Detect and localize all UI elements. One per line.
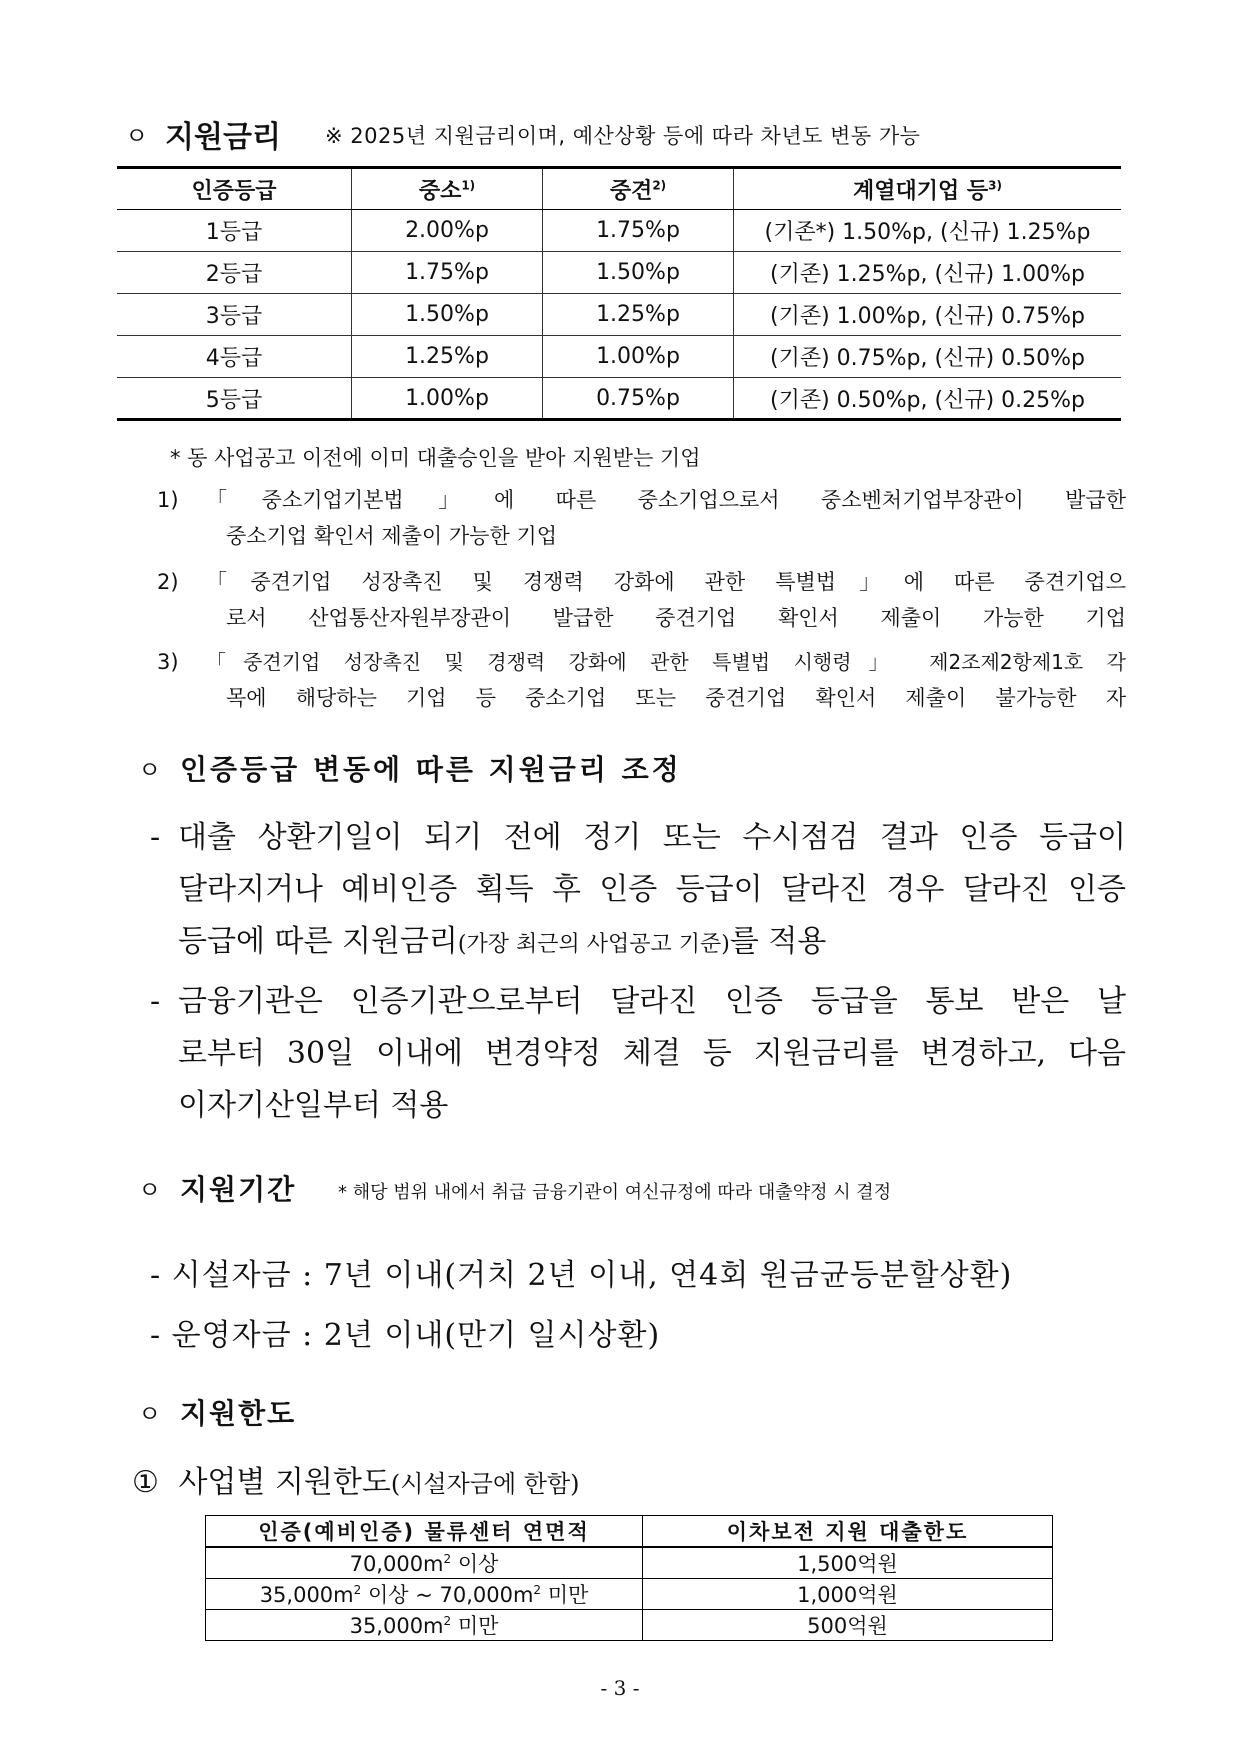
adjustment-paragraph-2 [0,976,1240,1136]
table-cell: (기존) 0.50%p, (신규) 0.25%p [734,378,1122,420]
table-cell: 5등급 [117,378,352,420]
table-row [206,1547,1053,1579]
table-cell: 1.00%p [543,336,734,378]
table-cell: (기존) 1.25%p, (신규) 1.00%p [734,252,1122,294]
rate-table [117,166,1121,421]
footnote-2 [0,565,1240,635]
header-grade: 인증등급 [117,168,352,210]
section-adjustment-heading [138,748,1038,788]
table-header-row [117,168,1121,210]
limit-table [205,1515,1053,1641]
limit-subheading [132,1457,580,1501]
footnote-number: 2) [157,570,179,594]
table-cell: 3등급 [117,294,352,336]
header-affiliate: 계열대기업 등$^{3)}$ [734,168,1122,210]
section-title: 지원한도 [180,1397,297,1430]
table-row [117,210,1121,252]
footnote-line: 목에 해당하는 기업 등 중소기업 또는 중견기업 확인서 제출이 불가능한 자 [226,686,1126,710]
footnote-line: 「중견기업 성장촉진 및 경쟁력 강화에 관한 특별법 시행령」 제2조제2항제1호 각 [206,650,1126,674]
table-cell-limit: 500억원 [643,1610,1053,1641]
table-cell: 0.75%p [543,378,734,420]
section-title: 지원금리 [165,120,281,155]
subheading-small-text: (시설자금에 한함) [390,1470,580,1498]
table-cell: 2.00%p [352,210,543,252]
section-bullet: ㅇ [138,1176,162,1204]
table-cell-area: $35,000m^2$ 미만 [206,1610,643,1641]
paragraph-dash: - [150,984,161,1019]
table-cell: 4등급 [117,336,352,378]
table-cell: 1.25%p [352,336,543,378]
table-cell: 1등급 [117,210,352,252]
table-cell-area: $70,000m^2$ 이상 [206,1547,643,1579]
table-cell: 2등급 [117,252,352,294]
section-period-heading [138,1168,1138,1208]
table-row [117,336,1121,378]
footnote-line: 「중소기업기본법」에 따른 중소기업으로서 중소벤처기업부장관이 발급한 [206,488,1126,512]
paragraph-small-text: (가장 최근의 사업공고 기준) [457,932,730,957]
table-row [117,294,1121,336]
table-row [117,378,1121,420]
header-sme: 중소$^{1)}$ [352,168,543,210]
table-cell: (기존) 0.75%p, (신규) 0.50%p [734,336,1122,378]
header-midsize: 중견$^{2)}$ [543,168,734,210]
circled-number: ① [132,1465,159,1500]
table-cell: 1.50%p [352,294,543,336]
footnote-number: 3) [157,650,179,674]
table-cell-area: $35,000m^2$ 이상 ~ $70,000m^2$ 미만 [206,1579,643,1610]
footnote-3 [0,645,1240,715]
paragraph-line [178,916,826,971]
table-cell: 1.00%p [352,378,543,420]
paragraph-dash: - [150,820,161,855]
paragraph-line: 대출 상환기일이 되기 전에 정기 또는 수시점검 결과 인증 등급이 [178,820,1126,855]
footnote-number: 1) [157,488,179,512]
section-bullet: ㅇ [125,122,149,150]
table-header-row [206,1516,1053,1548]
period-item-facility: - 시설자금 : 7년 이내(거치 2년 이내, 연4회 원금균등분할상환) [150,1258,1013,1293]
period-item-operating: - 운영자금 : 2년 이내(만기 일시상환) [150,1318,661,1353]
paragraph-line: 달라지거나 예비인증 획득 후 인증 등급이 달라진 경우 달라진 인증 [178,872,1126,907]
table-cell: (기존) 1.00%p, (신규) 0.75%p [734,294,1122,336]
table-cell: (기존*) 1.50%p, (신규) 1.25%p [734,210,1122,252]
header-area: 인증(예비인증) 물류센터 연면적 [206,1516,643,1548]
table-cell: 1.50%p [543,252,734,294]
section-bullet: ㅇ [138,1400,162,1428]
page-number: - 3 - [600,1676,640,1700]
table-row [117,252,1121,294]
subheading-text: 사업별 지원한도 [178,1465,391,1500]
table-row [206,1579,1053,1610]
paragraph-text: 등급에 따른 지원금리 [178,924,458,959]
table-cell-limit: 1,500억원 [643,1547,1053,1579]
section-bullet: ㅇ [138,756,162,784]
footnote-star: * 동 사업공고 이전에 이미 대출승인을 받아 지원받는 기업 [170,446,701,470]
table-cell: 1.75%p [352,252,543,294]
table-cell: 1.75%p [543,210,734,252]
paragraph-line: 로부터 30일 이내에 변경약정 체결 등 지원금리를 변경하고, 다음 [178,1036,1126,1071]
section-title: 인증등급 변동에 따른 지원금리 조정 [180,753,682,786]
paragraph-text: 를 적용 [729,924,827,959]
adjustment-paragraph-1 [0,812,1240,972]
footnote-line: 중소기업 확인서 제출이 가능한 기업 [226,524,557,548]
footnote-1 [0,483,1240,553]
footnote-line: 로서 산업통산자원부장관이 발급한 중견기업 확인서 제출이 가능한 기업 [226,606,1126,630]
footnote-line: 「중견기업 성장촉진 및 경쟁력 강화에 관한 특별법」에 따른 중견기업으 [206,570,1126,594]
paragraph-line: 이자기산일부터 적용 [178,1088,449,1123]
section-rate-heading [125,112,1135,155]
table-row [206,1610,1053,1641]
header-loan-limit: 이차보전 지원 대출한도 [643,1516,1053,1548]
section-note: * 해당 범위 내에서 취급 금융기관이 여신규정에 따라 대출약정 시 결정 [338,1182,892,1203]
table-cell: 1.25%p [543,294,734,336]
section-title: 지원기간 [180,1173,297,1206]
section-note: ※ 2025년 지원금리이며, 예산상황 등에 따라 차년도 변동 가능 [325,124,921,148]
table-cell-limit: 1,000억원 [643,1579,1053,1610]
paragraph-line: 금융기관은 인증기관으로부터 달라진 인증 등급을 통보 받은 날 [178,984,1126,1019]
section-limit-heading [138,1392,738,1432]
